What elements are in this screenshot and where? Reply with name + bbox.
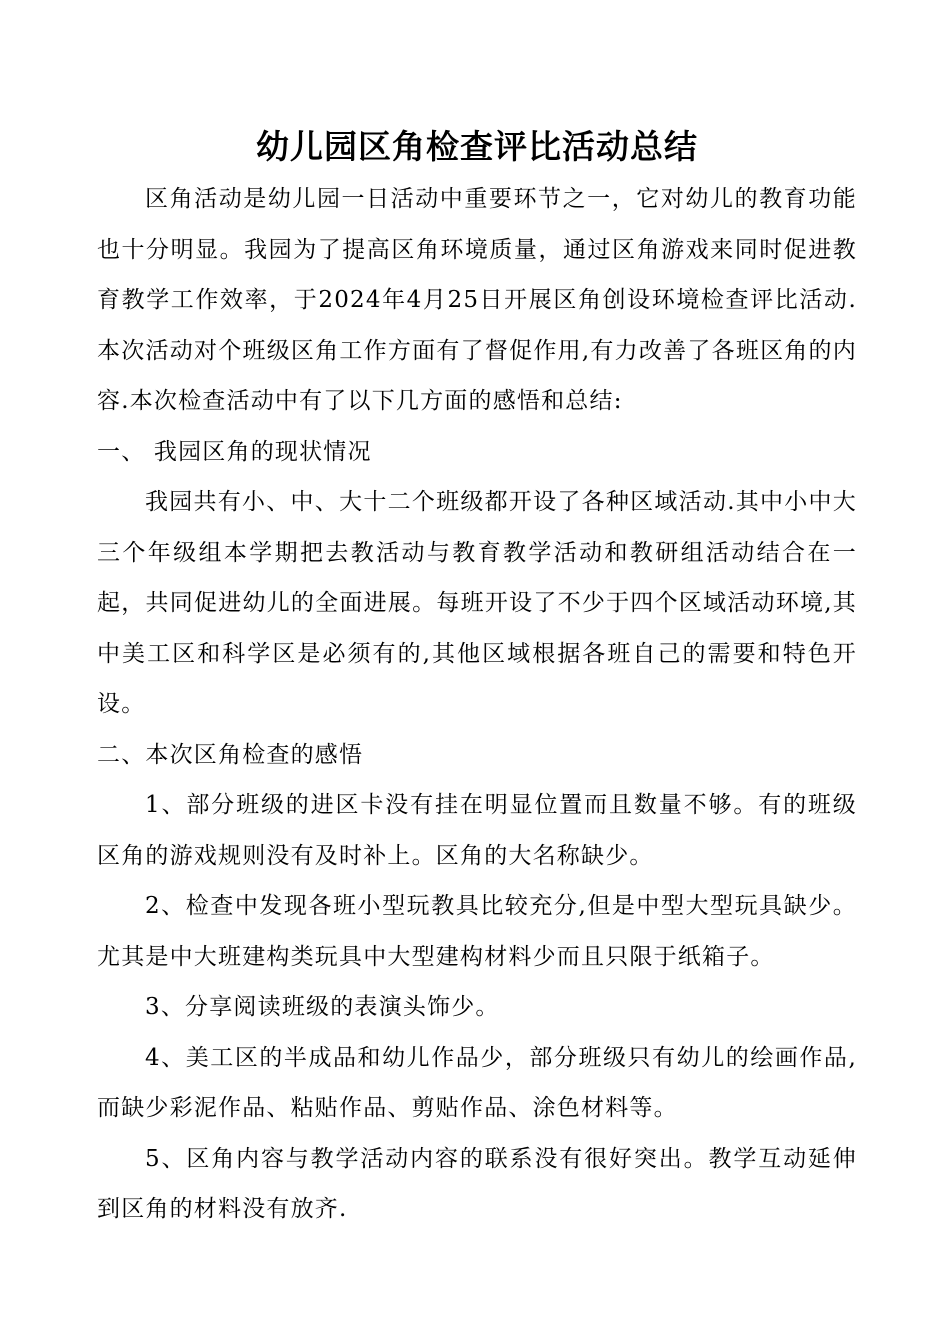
document-title: 幼儿园区角检查评比活动总结 [256,127,698,166]
intro-paragraph: 区角活动是幼儿园一日活动中重要环节之一，它对幼儿的教育功能也十分明显。我园为了提高区角环境质量，通过区角游戏来同时促进教育教学工作效率，于2024年4月25日开展区角创设环境检查评比活动.本次活动对个班级区角工作方面有了督促作用,有力改善了各班区角的内容.本次检查活动中有了以下几方面的感悟和总结: [97,186,857,414]
status-paragraph: 我园共有小、中、大十二个班级都开设了各种区域活动.其中小中大三个年级组本学期把去教活动与教育教学活动和教研组活动结合在一起，共同促进幼儿的全面进展。每班开设了不少于四个区域活动环境,其中美工区和科学区是必须有的,其他区域根据各班自己的需要和特色开设。 [97,489,857,717]
reflection-item: 2、检查中发现各班小型玩教具比较充分,但是中型大型玩具缺少。尤其是中大班建构类玩具中大型建构材料少而且只限于纸箱子。 [97,893,857,970]
reflection-item: 4、美工区的半成品和幼儿作品少，部分班级只有幼儿的绘画作品,而缺少彩泥作品、粘贴作品、剪贴作品、涂色材料等。 [97,1044,857,1121]
reflection-item: 5、区角内容与教学活动内容的联系没有很好突出。教学互动延伸到区角的材料没有放齐. [97,1145,857,1222]
section-heading-reflections: 二、本次区角检查的感悟 [97,741,364,768]
document-page [97,120,857,1235]
reflection-item: 1、部分班级的进区卡没有挂在明显位置而且数量不够。有的班级区角的游戏规则没有及时补上。区角的大名称缺少。 [97,792,857,869]
reflection-item: 3、分享阅读班级的表演头饰少。 [145,994,500,1020]
section-heading-status: 一、 我园区角的现状情况 [97,438,372,465]
